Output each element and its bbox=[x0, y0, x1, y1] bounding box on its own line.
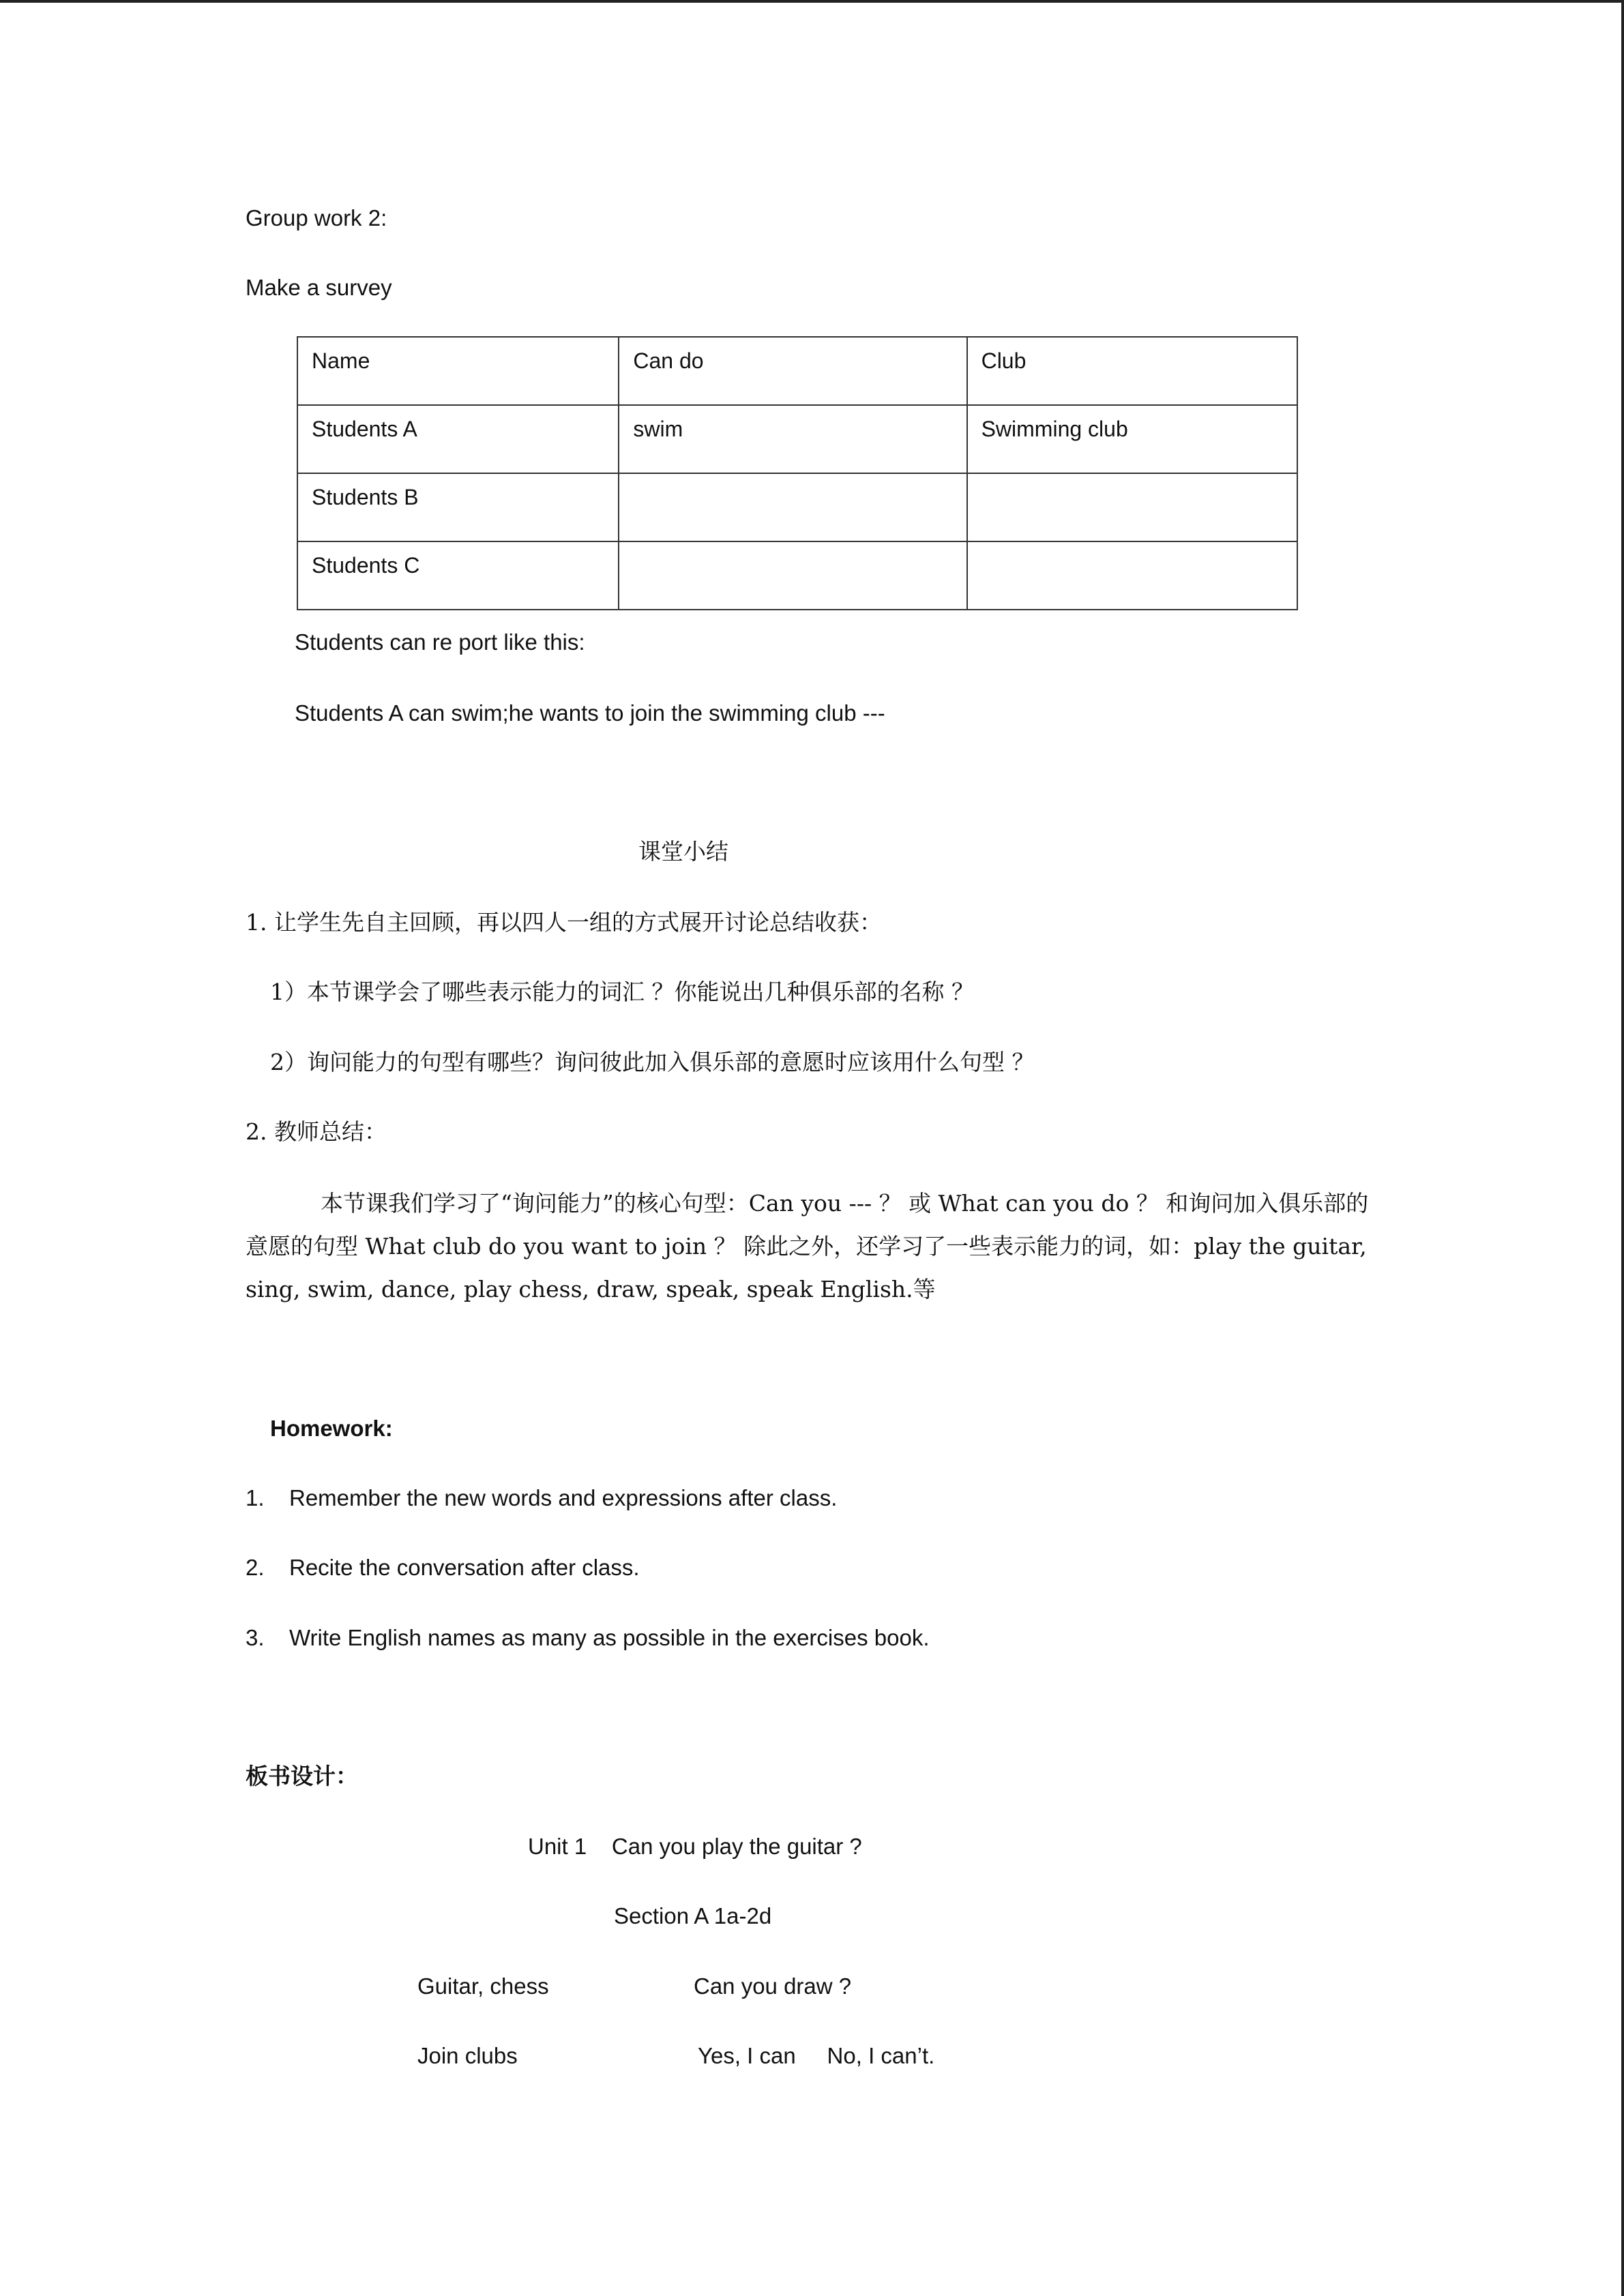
cell-name: Students B bbox=[297, 473, 619, 541]
cell-club bbox=[967, 473, 1297, 541]
summary-item-2: 2. 教师总结： bbox=[246, 1118, 387, 1145]
header-can-do: Can do bbox=[619, 337, 966, 405]
board-unit-title: Unit 1 Can you play the guitar ? bbox=[528, 1834, 862, 1859]
cell-name: Students A bbox=[297, 405, 619, 473]
summary-item-1: 1. 让学生先自主回顾，再以四人一组的方式展开讨论总结收获： bbox=[246, 909, 882, 936]
homework-item-num: 1. bbox=[246, 1485, 265, 1510]
page-border-top bbox=[0, 0, 1624, 3]
table-row bbox=[297, 541, 1297, 610]
board-right-2: Yes, I can No, I can’t. bbox=[698, 2043, 935, 2068]
homework-title: Homework: bbox=[270, 1416, 393, 1441]
summary-title: 课堂小结 bbox=[638, 838, 728, 865]
table-row bbox=[297, 473, 1297, 541]
report-intro: Students can re port like this: bbox=[295, 629, 585, 655]
cell-can-do: swim bbox=[619, 405, 966, 473]
homework-item-text: Write English names as many as possible in the exercises book. bbox=[289, 1625, 930, 1650]
board-design-title: 板书设计： bbox=[246, 1763, 358, 1789]
summary-paragraph: 本节课我们学习了“询问能力”的核心句型：Can you --- ？ 或 What can you do ？ 和询问加入俱乐部的意愿的句型 What club do you want to join ？ 除此之外，还学习了一些表示能力的词，如：play the guitar, sing, swim, dance, play chess, draw, speak, speak English.等 bbox=[246, 1190, 1369, 1302]
cell-can-do bbox=[619, 541, 966, 610]
header-name: Name bbox=[297, 337, 619, 405]
table-header-row bbox=[297, 337, 1297, 405]
summary-sub-2: 2）询问能力的句型有哪些？询问彼此加入俱乐部的意愿时应该用什么句型 ？ bbox=[270, 1049, 1035, 1075]
group-work-title: Group work 2: bbox=[246, 205, 387, 230]
report-example: Students A can swim;he wants to join the swimming club --- bbox=[295, 700, 885, 726]
page-border-right bbox=[1621, 0, 1624, 2296]
cell-can-do bbox=[619, 473, 966, 541]
board-section: Section A 1a-2d bbox=[614, 1903, 772, 1928]
survey-subtitle: Make a survey bbox=[246, 275, 392, 300]
cell-club: Swimming club bbox=[967, 405, 1297, 473]
survey-table bbox=[297, 336, 1298, 610]
homework-item-num: 2. bbox=[246, 1555, 265, 1580]
cell-name: Students C bbox=[297, 541, 619, 610]
board-left-2: Join clubs bbox=[417, 2043, 518, 2068]
board-right-1: Can you draw ? bbox=[694, 1973, 852, 1999]
homework-item-text: Remember the new words and expressions after class. bbox=[289, 1485, 838, 1510]
table-row bbox=[297, 405, 1297, 473]
board-left-1: Guitar, chess bbox=[417, 1973, 549, 1999]
homework-item-num: 3. bbox=[246, 1625, 265, 1650]
summary-sub-1: 1）本节课学会了哪些表示能力的词汇 ？你能说出几种俱乐部的名称 ？ bbox=[270, 979, 974, 1005]
header-club: Club bbox=[967, 337, 1297, 405]
homework-item-text: Recite the conversation after class. bbox=[289, 1555, 640, 1580]
cell-club bbox=[967, 541, 1297, 610]
